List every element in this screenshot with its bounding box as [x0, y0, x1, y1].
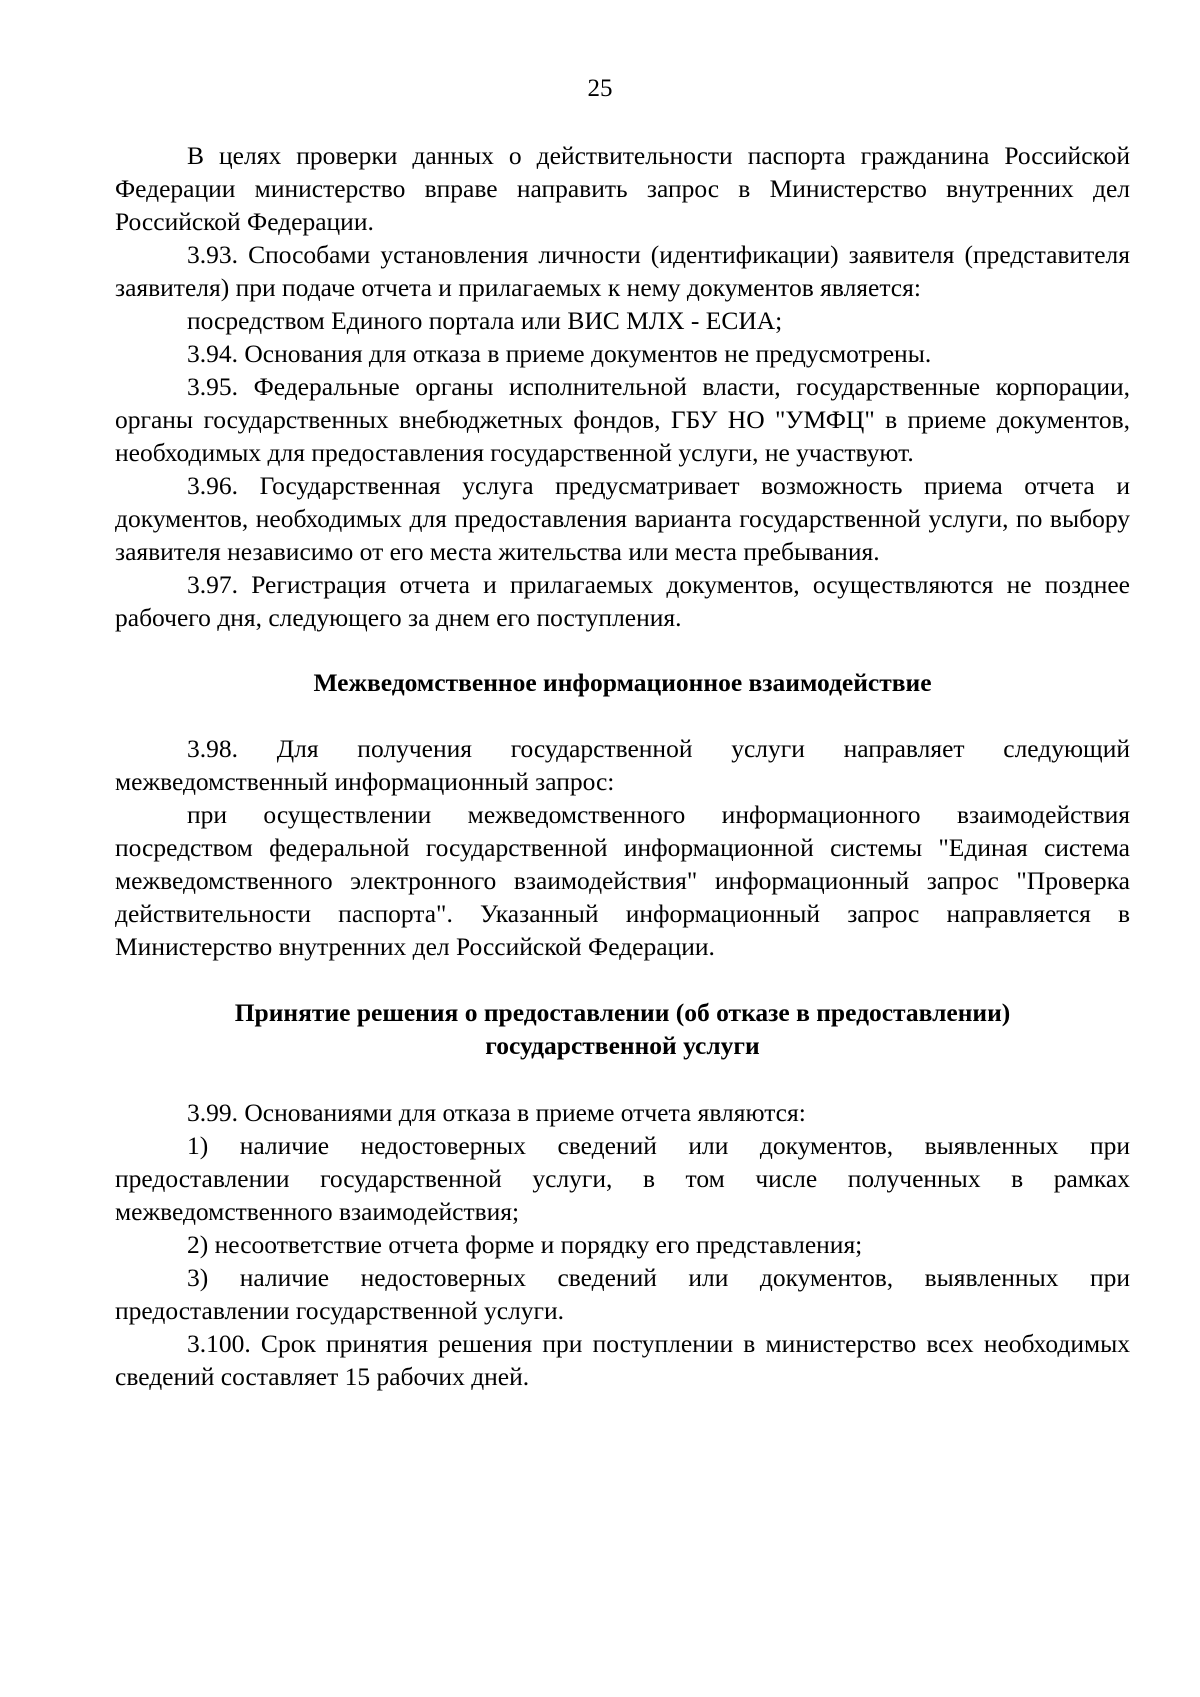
paragraph-3-99-item-2: 2) несоответствие отчета форме и порядку его представления; [187, 1230, 863, 1259]
paragraph-3-96: 3.96. Государственная услуга предусматривает возможность приема отчета и документов, необходимых для предоставления варианта государственной услуги, по выбору заявителя независимо от его места жительства или места пребывания. [115, 471, 1130, 566]
paragraph-3-95: 3.95. Федеральные органы исполнительной власти, государственные корпорации, органы государственных внебюджетных фондов, ГБУ НО "УМФЦ" в приеме документов, необходимых для предоставления государственной услуги, не участвуют. [115, 372, 1130, 467]
paragraph-3-97: 3.97. Регистрация отчета и прилагаемых документов, осуществляются не позднее рабочего дня, следующего за днем его поступления. [115, 570, 1130, 632]
section-heading-decision-line1: Принятие решения о предоставлении (об отказе в предоставлении) [234, 998, 1011, 1027]
section-heading-decision-line2: государственной услуги [485, 1031, 760, 1060]
section-heading-decision [115, 996, 1130, 1062]
paragraph-passport-check: В целях проверки данных о действительности паспорта гражданина Российской Федерации министерство вправе направить запрос в Министерство внутренних дел Российской Федерации. [115, 141, 1130, 236]
paragraph-3-99-item-3: 3) наличие недостоверных сведений или документов, выявленных при предоставлении государственной услуги. [115, 1263, 1130, 1325]
page-number: 25 [587, 75, 613, 102]
paragraph-3-100: 3.100. Срок принятия решения при поступлении в министерство всех необходимых сведений составляет 15 рабочих дней. [115, 1329, 1130, 1391]
paragraph-3-93: 3.93. Способами установления личности (идентификации) заявителя (представителя заявителя) при подаче отчета и прилагаемых к нему документов является: [115, 240, 1130, 302]
paragraph-3-93-method: посредством Единого портала или ВИС МЛХ - ЕСИА; [187, 306, 783, 335]
paragraph-3-98: 3.98. Для получения государственной услуги направляет следующий межведомственный информационный запрос: [115, 734, 1130, 796]
document-body [115, 139, 1130, 1393]
section-heading-interagency: Межведомственное информационное взаимодействие [313, 668, 932, 697]
paragraph-3-99: 3.99. Основаниями для отказа в приеме отчета являются: [187, 1098, 806, 1127]
paragraph-3-98-request: при осуществлении межведомственного информационного взаимодействия посредством федеральной государственной информационной системы "Единая система межведомственного электронного взаимодействия" информационный запрос "Проверка действительности паспорта". Указанный информационный запрос направляется в Министерство внутренних дел Российской Федерации. [115, 800, 1130, 961]
paragraph-3-94: 3.94. Основания для отказа в приеме документов не предусмотрены. [187, 339, 932, 368]
paragraph-3-99-item-1: 1) наличие недостоверных сведений или документов, выявленных при предоставлении государственной услуги, в том числе полученных в рамках межведомственного взаимодействия; [115, 1131, 1130, 1226]
